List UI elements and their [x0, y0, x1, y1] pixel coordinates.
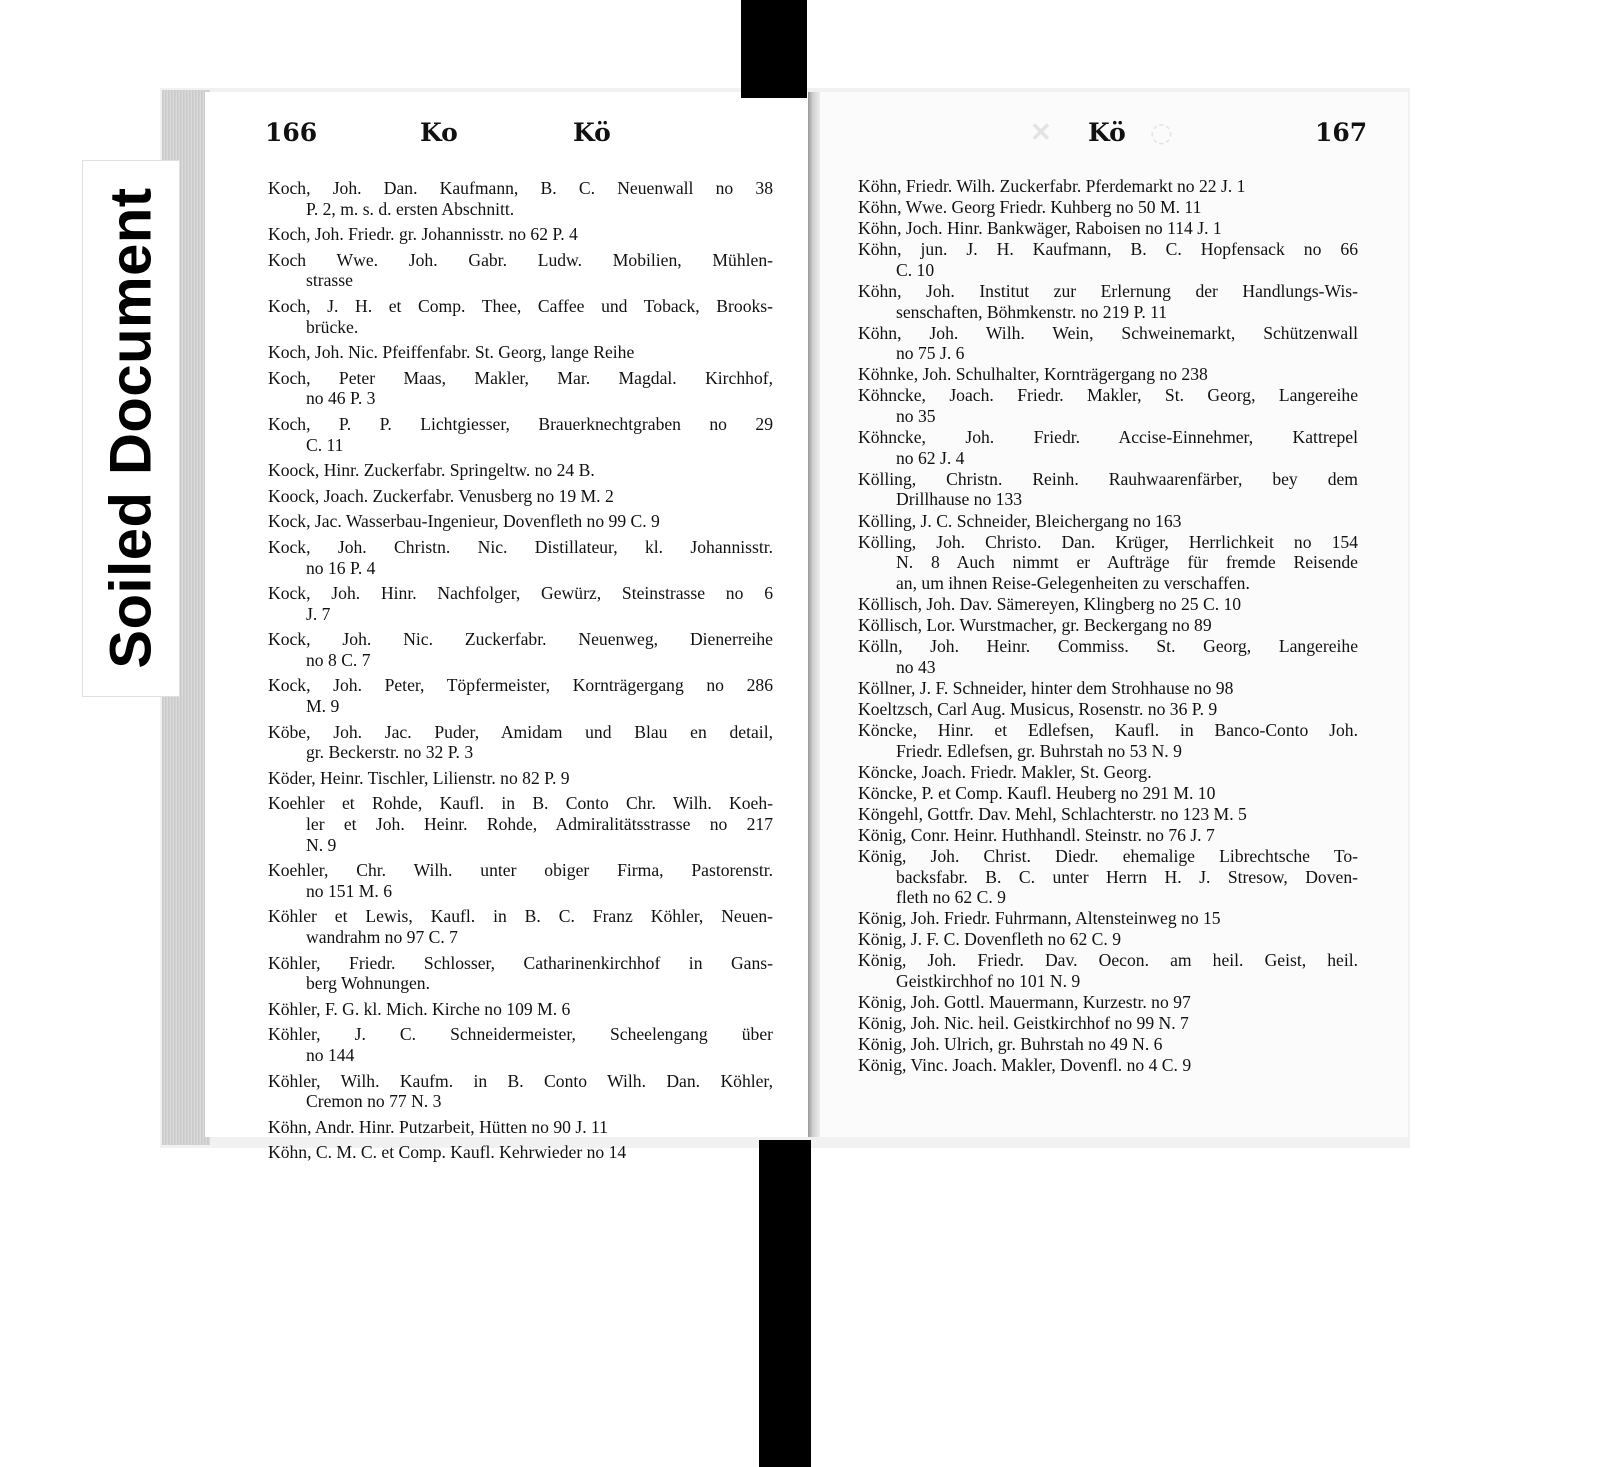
directory-entry: [268, 1117, 773, 1138]
entry-line: König, Joh. Friedr. Dav. Oecon. am heil. Geist, heil.: [858, 950, 1358, 971]
directory-entry: [268, 1024, 773, 1065]
book-gutter: [808, 92, 820, 1137]
directory-entry: [858, 197, 1358, 218]
directory-entry: [268, 953, 773, 994]
entry-line: Koch, Peter Maas, Makler, Mar. Magdal. Kirchhof,: [268, 367, 773, 388]
entry-line: König, Joh. Gottl. Mauermann, Kurzestr. no 97: [858, 992, 1191, 1013]
entry-line: Kock, Jac. Wasserbau-Ingenieur, Dovenfleth no 99 C. 9: [268, 511, 660, 532]
entry-line: Koch, Joh. Dan. Kaufmann, B. C. Neuenwall no 38: [268, 178, 773, 198]
scanner-clip-bottom: [759, 1140, 811, 1467]
entry-line: Kock, Joh. Hinr. Nachfolger, Gewürz, Steinstrasse no 6: [268, 583, 773, 604]
entry-continuation-line: N. 8 Auch nimmt er Aufträge für fremde Reisende: [896, 552, 1358, 573]
entry-continuation-line: no 151 M. 6: [306, 880, 393, 901]
directory-entry: [268, 511, 773, 532]
entry-line: Köhn, C. M. C. et Comp. Kaufl. Kehrwieder no 14: [268, 1142, 627, 1163]
directory-entry: [268, 368, 773, 409]
entry-continuation-line: N. 9: [306, 834, 337, 855]
entry-line: Koock, Hinr. Zuckerfabr. Springeltw. no 24 B.: [268, 460, 595, 481]
entry-line: Kölling, Christn. Reinh. Rauhwaarenfärber, bey dem: [858, 468, 1358, 489]
directory-entry: [858, 762, 1358, 783]
entry-continuation-line: no 8 C. 7: [306, 649, 371, 670]
right-running-head: Kö: [1088, 118, 1126, 147]
directory-entry: [858, 699, 1358, 720]
entry-continuation-line: Friedr. Edlefsen, gr. Buhrstah no 53 N. 9: [896, 740, 1182, 761]
entry-line: Köhncke, Joh. Friedr. Accise-Einnehmer, Kattrepel: [858, 427, 1358, 448]
entry-continuation-line: no 43: [896, 656, 936, 677]
entry-continuation-line: gr. Beckerstr. no 32 P. 3: [306, 742, 474, 763]
entry-line: König, Joh. Ulrich, gr. Buhrstah no 49 N. 6: [858, 1034, 1163, 1055]
directory-entry: [268, 629, 773, 670]
entry-continuation-line: Cremon no 77 N. 3: [306, 1091, 442, 1112]
directory-entry: [268, 178, 773, 219]
entry-line: Köhnke, Joh. Schulhalter, Kornträgergang no 238: [858, 364, 1208, 385]
directory-entry: [858, 594, 1358, 615]
directory-entry: [268, 722, 773, 763]
left-page-number: 166: [265, 118, 318, 147]
entry-line: Köhn, Joh. Institut zur Erlernung der Handlungs-Wis-: [858, 280, 1358, 301]
entry-continuation-line: fleth no 62 C. 9: [896, 887, 1006, 908]
directory-entry: [858, 846, 1358, 908]
entry-line: Köbe, Joh. Jac. Puder, Amidam und Blau en detail,: [268, 721, 773, 742]
entry-line: Köllisch, Lor. Wurstmacher, gr. Beckergang no 89: [858, 614, 1212, 635]
right-directory-list: [858, 176, 1358, 1077]
entry-continuation-line: an, um ihnen Reise-Gelegenheiten zu verschaffen.: [896, 572, 1250, 593]
stamp-label: Soiled Document: [98, 187, 164, 669]
directory-entry: [268, 250, 773, 291]
directory-entry: [268, 224, 773, 245]
entry-line: Köhn, Joch. Hinr. Bankwäger, Raboisen no 114 J. 1: [858, 218, 1222, 239]
directory-entry: [858, 469, 1358, 510]
directory-entry: [268, 583, 773, 624]
directory-entry: [858, 992, 1358, 1013]
entry-line: Kölln, Joh. Heinr. Commiss. St. Georg, Langereihe: [858, 636, 1358, 657]
directory-entry: [858, 678, 1358, 699]
entry-line: Köngehl, Gottfr. Dav. Mehl, Schlachterstr. no 123 M. 5: [858, 803, 1247, 824]
directory-entry: [268, 793, 773, 855]
directory-entry: [858, 720, 1358, 761]
bleed-through-mark: ✕: [1030, 118, 1052, 148]
entry-line: Koch, P. P. Lichtgiesser, Brauerknechtgraben no 29: [268, 413, 773, 434]
left-running-head-continuation: Kö: [573, 118, 611, 147]
entry-continuation-line: no 46 P. 3: [306, 388, 376, 409]
entry-line: Köhler, Wilh. Kaufm. in B. Conto Wilh. Dan. Köhler,: [268, 1070, 773, 1091]
directory-entry: [858, 636, 1358, 677]
left-directory-list: [268, 178, 773, 1168]
entry-line: Köhn, Joh. Wilh. Wein, Schweinemarkt, Schützenwall: [858, 322, 1358, 343]
entry-line: König, J. F. C. Dovenfleth no 62 C. 9: [858, 929, 1121, 950]
directory-entry: [268, 460, 773, 481]
entry-continuation-line: berg Wohnungen.: [306, 973, 431, 994]
entry-continuation-line: no 144: [306, 1044, 355, 1065]
entry-continuation-line: Geistkirchhof no 101 N. 9: [896, 971, 1081, 992]
entry-continuation-line: ler et Joh. Heinr. Rohde, Admiralitätsstrasse no 217: [306, 814, 773, 835]
directory-entry: [268, 296, 773, 337]
entry-continuation-line: J. 7: [306, 603, 331, 624]
entry-line: Köhler, F. G. kl. Mich. Kirche no 109 M. 6: [268, 998, 571, 1019]
directory-entry: [268, 342, 773, 363]
entry-line: Kölling, Joh. Christo. Dan. Krüger, Herrlichkeit no 154: [858, 531, 1358, 552]
directory-entry: [858, 1034, 1358, 1055]
entry-continuation-line: no 62 J. 4: [896, 447, 965, 468]
directory-entry: [268, 1071, 773, 1112]
entry-continuation-line: backsfabr. B. C. unter Herrn H. J. Stresow, Doven-: [896, 866, 1358, 887]
entry-continuation-line: wandrahm no 97 C. 7: [306, 927, 458, 947]
directory-entry: [858, 783, 1358, 804]
directory-entry: [858, 950, 1358, 991]
scanner-clip-top: [741, 0, 807, 98]
entry-line: Köhn, Andr. Hinr. Putzarbeit, Hütten no 90 J. 11: [268, 1116, 608, 1137]
entry-line: König, Vinc. Joach. Makler, Dovenfl. no 4 C. 9: [858, 1055, 1192, 1076]
directory-entry: [858, 908, 1358, 929]
directory-entry: [858, 615, 1358, 636]
entry-continuation-line: no 16 P. 4: [306, 557, 376, 578]
entry-continuation-line: C. 10: [896, 259, 935, 280]
entry-continuation-line: no 35: [896, 406, 936, 427]
entry-line: König, Joh. Nic. heil. Geistkirchhof no 99 N. 7: [858, 1013, 1189, 1034]
entry-line: Köllner, J. F. Schneider, hinter dem Strohhause no 98: [858, 677, 1234, 698]
entry-continuation-line: P. 2, m. s. d. ersten Abschnitt.: [306, 198, 515, 219]
bleed-through-mark: ◌: [1150, 118, 1173, 148]
directory-entry: [858, 176, 1358, 197]
entry-line: Kock, Joh. Peter, Töpfermeister, Kornträgergang no 286: [268, 675, 773, 696]
entry-line: Kock, Joh. Nic. Zuckerfabr. Neuenweg, Dienerreihe: [268, 629, 773, 650]
entry-line: Koock, Joach. Zuckerfabr. Venusberg no 19 M. 2: [268, 485, 614, 506]
entry-line: Koehler et Rohde, Kaufl. in B. Conto Chr. Wilh. Koeh-: [268, 793, 773, 814]
directory-entry: [858, 532, 1358, 594]
entry-line: Koch, J. H. et Comp. Thee, Caffee und Toback, Brooks-: [268, 295, 773, 316]
directory-entry: [268, 860, 773, 901]
entry-line: Koch, Joh. Nic. Pfeiffenfabr. St. Georg, lange Reihe: [268, 342, 635, 363]
entry-line: Köhn, Friedr. Wilh. Zuckerfabr. Pferdemarkt no 22 J. 1: [858, 176, 1246, 196]
entry-line: Köhncke, Joach. Friedr. Makler, St. Georg, Langereihe: [858, 385, 1358, 406]
entry-line: Köhn, jun. J. H. Kaufmann, B. C. Hopfensack no 66: [858, 239, 1358, 260]
entry-line: Koeltzsch, Carl Aug. Musicus, Rosenstr. no 36 P. 9: [858, 698, 1218, 719]
directory-entry: [858, 1013, 1358, 1034]
entry-line: Köhler, Friedr. Schlosser, Catharinenkirchhof in Gans-: [268, 952, 773, 973]
directory-entry: [858, 323, 1358, 364]
directory-entry: [858, 929, 1358, 950]
entry-line: Kölling, J. C. Schneider, Bleichergang no 163: [858, 510, 1182, 531]
entry-line: Köllisch, Joh. Dav. Sämereyen, Klingberg no 25 C. 10: [858, 593, 1242, 614]
directory-entry: [858, 804, 1358, 825]
entry-line: Köncke, Hinr. et Edlefsen, Kaufl. in Banco-Conto Joh.: [858, 719, 1358, 740]
soiled-document-stamp: [82, 160, 180, 697]
entry-line: Koch Wwe. Joh. Gabr. Ludw. Mobilien, Mühlen-: [268, 249, 773, 270]
directory-entry: [268, 486, 773, 507]
directory-entry: [858, 427, 1358, 468]
directory-entry: [268, 1142, 773, 1163]
directory-entry: [268, 675, 773, 716]
entry-continuation-line: senschaften, Böhmkenstr. no 219 P. 11: [896, 301, 1168, 322]
entry-line: Köder, Heinr. Tischler, Lilienstr. no 82 P. 9: [268, 767, 570, 788]
directory-entry: [858, 281, 1358, 322]
directory-entry: [268, 537, 773, 578]
entry-continuation-line: M. 9: [306, 696, 340, 717]
entry-continuation-line: no 75 J. 6: [896, 343, 965, 364]
directory-entry: [858, 825, 1358, 846]
entry-line: König, Conr. Heinr. Huthhandl. Steinstr. no 76 J. 7: [858, 824, 1215, 845]
directory-entry: [858, 239, 1358, 280]
directory-entry: [858, 1055, 1358, 1076]
entry-continuation-line: Drillhause no 133: [896, 489, 1023, 510]
entry-line: Köhler, J. C. Schneidermeister, Scheelengang über: [268, 1024, 773, 1045]
entry-continuation-line: C. 11: [306, 434, 344, 455]
entry-line: Koehler, Chr. Wilh. unter obiger Firma, Pastorenstr.: [268, 860, 773, 881]
entry-line: Kock, Joh. Christn. Nic. Distillateur, kl. Johannisstr.: [268, 536, 773, 557]
entry-line: Köhler et Lewis, Kaufl. in B. C. Franz Köhler, Neuen-: [268, 906, 773, 927]
directory-entry: [858, 511, 1358, 532]
directory-entry: [268, 906, 773, 947]
directory-entry: [858, 385, 1358, 426]
right-page-number: 167: [1315, 118, 1368, 147]
entry-line: Köhn, Wwe. Georg Friedr. Kuhberg no 50 M. 11: [858, 197, 1202, 218]
left-running-head: Ko: [420, 118, 458, 147]
entry-continuation-line: brücke.: [306, 316, 359, 337]
entry-line: König, Joh. Friedr. Fuhrmann, Altensteinweg no 15: [858, 908, 1221, 929]
directory-entry: [268, 999, 773, 1020]
entry-line: Koch, Joh. Friedr. gr. Johannisstr. no 62 P. 4: [268, 224, 578, 245]
entry-continuation-line: strasse: [306, 270, 353, 291]
directory-entry: [858, 218, 1358, 239]
entry-line: Köncke, P. et Comp. Kaufl. Heuberg no 291 M. 10: [858, 782, 1216, 803]
entry-line: König, Joh. Christ. Diedr. ehemalige Librechtsche To-: [858, 846, 1358, 866]
entry-line: Köncke, Joach. Friedr. Makler, St. Georg.: [858, 761, 1152, 782]
directory-entry: [268, 768, 773, 789]
directory-entry: [858, 364, 1358, 385]
directory-entry: [268, 414, 773, 455]
